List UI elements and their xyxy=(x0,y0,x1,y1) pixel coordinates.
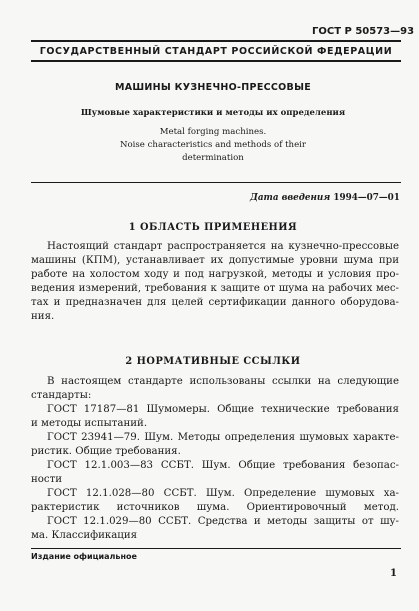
english-title-line: Noise characteristics and methods of their xyxy=(119,140,307,150)
section-1-line: ведения измерений, требования к защите от шума на рабочих мес- xyxy=(31,283,399,294)
section-1-line: Настоящий стандарт распространяется на кузнечно-прессовые xyxy=(47,241,399,252)
section-2-line: ристик. Общие требования. xyxy=(31,446,181,457)
official-edition-note: Издание официальное xyxy=(31,552,137,561)
section-2-line: ГОСТ 17187—81 Шумомеры. Общие технические требования xyxy=(47,404,399,415)
state-standard-header: ГОСУДАРСТВЕННЫЙ СТАНДАРТ РОССИЙСКОЙ ФЕДЕРАЦИИ xyxy=(31,40,401,62)
section-1-line: машины (КПМ), устанавливает их допустимые уровни шума при xyxy=(31,255,399,266)
section-2-line: ма. Классификация xyxy=(31,530,138,541)
english-title xyxy=(28,126,398,165)
section-2-line: стандарты: xyxy=(31,390,92,401)
section-2-line: В настоящем стандарте использованы ссылки на следующие xyxy=(47,376,399,387)
title-separator xyxy=(31,182,401,183)
effective-date-label: Дата введения xyxy=(250,193,331,203)
section-2-line: ГОСТ 12.1.003—83 ССБТ. Шум. Общие требования безопас- xyxy=(47,460,399,471)
section-1-line: тах и предназначен для целей сертификации данного оборудова- xyxy=(31,297,399,308)
section-2-line: ГОСТ 23941—79. Шум. Методы определения шумовых характе- xyxy=(47,432,399,443)
document-subtitle: Шумовые характеристики и методы их определения xyxy=(80,108,346,118)
page-number: 1 xyxy=(390,568,397,579)
english-title-line: Metal forging machines. xyxy=(159,127,267,137)
section-1-line: ния. xyxy=(31,311,55,322)
footer-rule xyxy=(31,548,401,549)
section-2-line: и методы испытаний. xyxy=(31,418,148,429)
section-2-heading: 2 НОРМАТИВНЫЕ ССЫЛКИ xyxy=(125,356,301,367)
section-2-line: ГОСТ 12.1.028—80 ССБТ. Шум. Определение шумовых ха- xyxy=(47,488,399,499)
document-title: МАШИНЫ КУЗНЕЧНО-ПРЕССОВЫЕ xyxy=(114,82,311,93)
section-2-line: ности xyxy=(31,474,63,485)
document-code: ГОСТ Р 50573—93 xyxy=(312,26,415,37)
effective-date-value: 1994—07—01 xyxy=(333,193,400,203)
section-1-line: работе на холостом ходу и под нагрузкой, методы и условия про- xyxy=(31,269,399,280)
section-1-heading: 1 ОБЛАСТЬ ПРИМЕНЕНИЯ xyxy=(128,222,298,233)
english-title-line: determination xyxy=(182,153,244,163)
effective-date xyxy=(250,193,400,203)
section-2-line: ГОСТ 12.1.029—80 ССБТ. Средства и методы защиты от шу- xyxy=(47,516,399,527)
section-2-line: рактеристик источников шума. Ориентировочный метод. xyxy=(31,502,399,513)
